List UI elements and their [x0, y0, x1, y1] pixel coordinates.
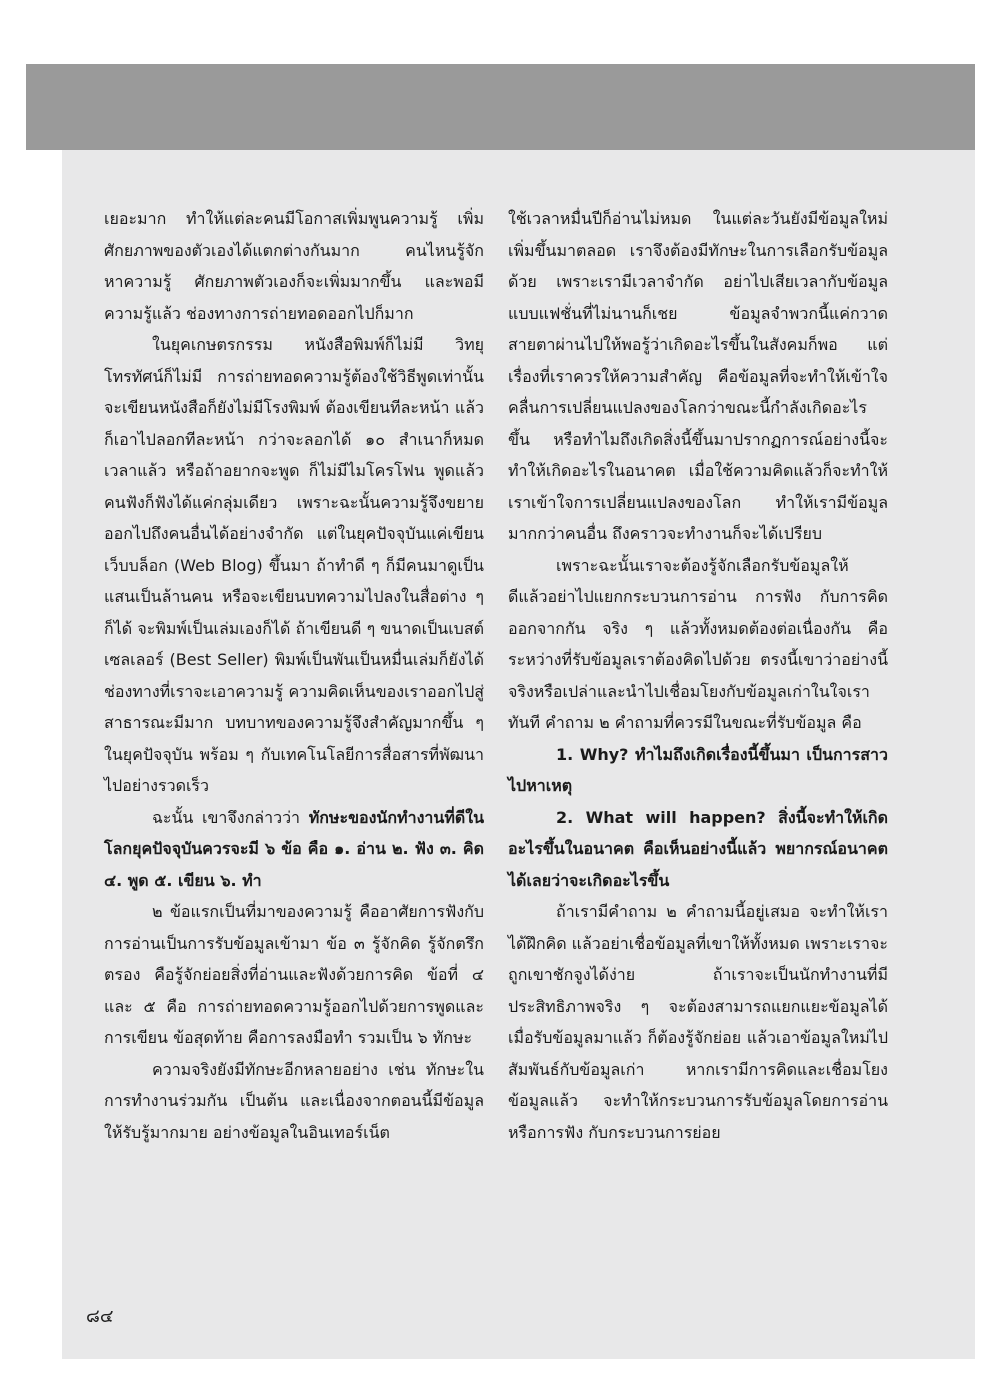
left-paragraph-3-lead: ฉะนั้น เขาจึงกล่าวว่า	[152, 807, 309, 827]
left-paragraph-1: เยอะมาก ทำให้แต่ละคนมีโอกาสเพิ่มพูนความรู้ เพิ่มศักยภาพของตัวเองได้แตกต่างกันมาก คนไหนรู้จักหาความรู้ ศักยภาพตัวเองก็จะเพิ่มมากขึ้น และพอมีความรู้แล้ว ช่องทางการถ่ายทอดออกไปก็มาก	[104, 209, 484, 323]
question-1-label: 1. Why?	[556, 744, 635, 764]
page-number: ๘๔	[86, 1306, 114, 1327]
skills-list-bold: ทักษะของนักทำงานที่ดีในโลกยุคปัจจุบันควรจะมี ๖ ข้อ คือ ๑. อ่าน ๒. ฟัง ๓. คิด ๔. พูด ๕. เขียน ๖. ทำ	[104, 807, 485, 890]
question-1	[508, 739, 888, 802]
right-column	[508, 203, 888, 1148]
right-paragraph-3: ถ้าเรามีคำถาม ๒ คำถามนี้อยู่เสมอ จะทำให้เราได้ฝึกคิด แล้วอย่าเชื่อข้อมูลที่เขาให้ทั้งหมด เพราะเราจะถูกเขาชักจูงได้ง่าย ถ้าเราจะเป็นนักทำงานที่มีประสิทธิภาพจริง ๆ จะต้องสามารถแยกแยะข้อมูลได้ เมื่อรับข้อมูลมาแล้ว ก็ต้องรู้จักย่อย แล้วเอาข้อมูลใหม่ไปสัมพันธ์กับข้อมูลเก่า หากเรามีการคิดและเชื่อมโยงข้อมูลแล้ว จะทำให้กระบวนการรับข้อมูลโดยการอ่านหรือการฟัง กับกระบวนการย่อย	[508, 902, 889, 1142]
right-paragraph-1: ใช้เวลาหมื่นปีก็อ่านไม่หมด ในแต่ละวันยังมีข้อมูลใหม่เพิ่มขึ้นมาตลอด เราจึงต้องมีทักษะในการเลือกรับข้อมูลด้วย เพราะเรามีเวลาจำกัด อย่าไปเสียเวลากับข้อมูลแบบแฟชั่นที่ไม่นานก็เชย ข้อมูลจำพวกนี้แค่กวาดสายตาผ่านไปให้พอรู้ว่าเกิดอะไรขึ้นในสังคมก็พอ แต่เรื่องที่เราควรให้ความสำคัญ คือข้อมูลที่จะทำให้เข้าใจคลื่นการเปลี่ยนแปลงของโลกว่าขณะนี้กำลังเกิดอะไรขึ้น หรือทำไมถึงเกิดสิ่งนี้ขึ้นมาปรากฏการณ์อย่างนี้จะทำให้เกิดอะไรในอนาคต เมื่อใช้ความคิดแล้วก็จะทำให้เราเข้าใจการเปลี่ยนแปลงของโลก ทำให้เรามีข้อมูลมากกว่าคนอื่น ถึงคราวจะทำงานก็จะได้เปรียบ	[508, 209, 888, 543]
left-paragraph-3	[104, 802, 484, 897]
left-paragraph-2: ในยุคเกษตรกรรม หนังสือพิมพ์ก็ไม่มี วิทยุโทรทัศน์ก็ไม่มี การถ่ายทอดความรู้ต้องใช้วิธีพูดเท่านั้น จะเขียนหนังสือก็ยังไม่มีโรงพิมพ์ ต้องเขียนทีละหน้า แล้วก็เอาไปลอกทีละหน้า กว่าจะลอกได้ ๑๐ สำเนาก็หมดเวลาแล้ว หรือถ้าอยากจะพูด ก็ไม่มีไมโครโฟน พูดแล้วคนฟังก็ฟังได้แค่กลุ่มเดียว เพราะฉะนั้นความรู้จึงขยายออกไปถึงคนอื่นได้อย่างจำกัด แต่ในยุคปัจจุบันแค่เขียนเว็บบล็อก (Web Blog) ขึ้นมา ถ้าทำดี ๆ ก็มีคนมาดูเป็นแสนเป็นล้านคน หรือจะเขียนบทความไปลงในสื่อต่าง ๆ ก็ได้ จะพิมพ์เป็นเล่มเองก็ได้ ถ้าเขียนดี ๆ ขนาดเป็นเบสต์เซลเลอร์ (Best Seller) พิมพ์เป็นพันเป็นหมื่นเล่มก็ยังได้ ช่องทางที่เราจะเอาความรู้ ความคิดเห็นของเราออกไปสู่สาธารณะมีมาก บทบาทของความรู้จึงสำคัญมากขึ้น ๆ ในยุคปัจจุบัน พร้อม ๆ กับเทคโนโลยีการสื่อสารที่พัฒนาไปอย่างรวดเร็ว	[104, 335, 484, 795]
header-band	[26, 64, 975, 150]
left-column	[104, 203, 484, 1148]
question-2	[508, 802, 888, 897]
question-2-label: 2. What will happen?	[556, 807, 779, 827]
left-paragraph-4: ๒ ข้อแรกเป็นที่มาของความรู้ คืออาศัยการฟังกับการอ่านเป็นการรับข้อมูลเข้ามา ข้อ ๓ รู้จักคิด รู้จักตรึกตรอง คือรู้จักย่อยสิ่งที่อ่านและฟังด้วยการคิด ข้อที่ ๔ และ ๕ คือ การถ่ายทอดความรู้ออกไปด้วยการพูดและการเขียน ข้อสุดท้าย คือการลงมือทำ รวมเป็น ๖ ทักษะ	[104, 902, 484, 1047]
right-paragraph-2: เพราะฉะนั้นเราจะต้องรู้จักเลือกรับข้อมูลให้ดีแล้วอย่าไปแยกกระบวนการอ่าน การฟัง กับการคิดออกจากกัน จริง ๆ แล้วทั้งหมดต้องต่อเนื่องกัน คือระหว่างที่รับข้อมูลเราต้องคิดไปด้วย ตรงนี้เขาว่าอย่างนี้จริงหรือเปล่าและนำไปเชื่อมโยงกับข้อมูลเก่าในใจเราทันที คำถาม ๒ คำถามที่ควรมีในขณะที่รับข้อมูล คือ	[508, 555, 888, 732]
question-1-text: ทำไมถึงเกิดเรื่องนี้ขึ้นมา เป็นการสาวไปหาเหตุ	[508, 744, 888, 795]
left-paragraph-5: ความจริงยังมีทักษะอีกหลายอย่าง เช่น ทักษะในการทำงานร่วมกัน เป็นต้น และเนื่องจากตอนนี้มีข้อมูลให้รับรู้มากมาย อย่างข้อมูลในอินเทอร์เน็ต	[104, 1059, 484, 1142]
question-2-text: สิ่งนี้จะทำให้เกิดอะไรขึ้นในอนาคต คือเห็นอย่างนี้แล้ว พยากรณ์อนาคตได้เลยว่าจะเกิดอะไรขึ้น	[508, 807, 888, 890]
